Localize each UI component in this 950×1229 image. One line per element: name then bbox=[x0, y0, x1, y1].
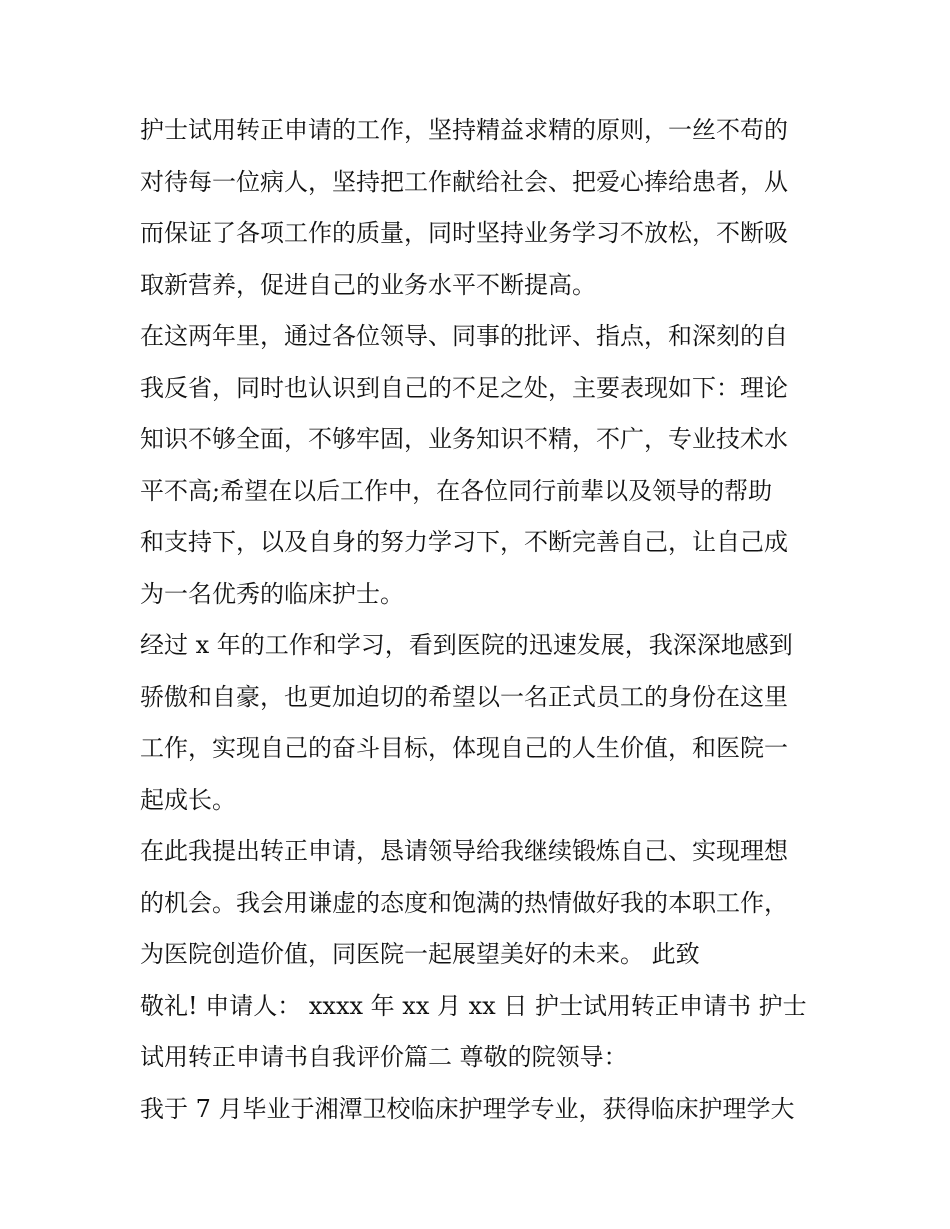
text-line: 起成长。 bbox=[140, 785, 236, 814]
text-line: 工作，实现自己的奋斗目标，体现自己的人生价值，和医院一 bbox=[140, 734, 788, 762]
text-line: 取新营养，促进自己的业务水平不断提高。 bbox=[140, 270, 596, 299]
text-line: 为一名优秀的临床护士。 bbox=[140, 579, 404, 608]
text-line: 和支持下，以及自身的努力学习下，不断完善自己，让自己成 bbox=[140, 528, 788, 556]
text-line: 而保证了各项工作的质量，同时坚持业务学习不放松，不断吸 bbox=[140, 219, 788, 247]
text-line: 我于 7 月毕业于湘潭卫校临床护理学专业，获得临床护理学大 bbox=[140, 1094, 795, 1123]
text-line: 知识不够全面，不够牢固，业务知识不精，不广，专业技术水 bbox=[140, 425, 788, 453]
text-line: 骄傲和自豪，也更加迫切的希望以一名正式员工的身份在这里 bbox=[140, 682, 788, 711]
text-line: 为医院创造价值，同医院一起展望美好的未来。 此致 bbox=[140, 940, 700, 968]
text-line: 的机会。我会用谦虚的态度和饱满的热情做好我的本职工作， bbox=[140, 888, 788, 917]
text-line: 在此我提出转正申请，恳请领导给我继续锻炼自己、实现理想 bbox=[140, 837, 788, 865]
text-line: 我反省，同时也认识到自己的不足之处，主要表现如下：理论 bbox=[140, 373, 788, 402]
text-line: 试用转正申请书自我评价篇二 尊敬的院领导： bbox=[140, 1043, 628, 1071]
text-line: 经过 x 年的工作和学习，看到医院的迅速发展，我深深地感到 bbox=[140, 631, 793, 659]
text-line: 在这两年里，通过各位领导、同事的批评、指点，和深刻的自 bbox=[140, 322, 788, 350]
text-line: 对待每一位病人，坚持把工作献给社会、把爱心捧给患者，从 bbox=[140, 167, 788, 196]
text-line: 平不高;希望在以后工作中，在各位同行前辈以及领导的帮助 bbox=[140, 476, 773, 505]
text-line: 敬礼! 申请人： xxxx 年 xx 月 xx 日 护士试用转正申请书 护士 bbox=[140, 991, 807, 1020]
text-line: 护士试用转正申请的工作，坚持精益求精的原则，一丝不苟的 bbox=[140, 116, 788, 144]
document-body bbox=[140, 108, 820, 1138]
